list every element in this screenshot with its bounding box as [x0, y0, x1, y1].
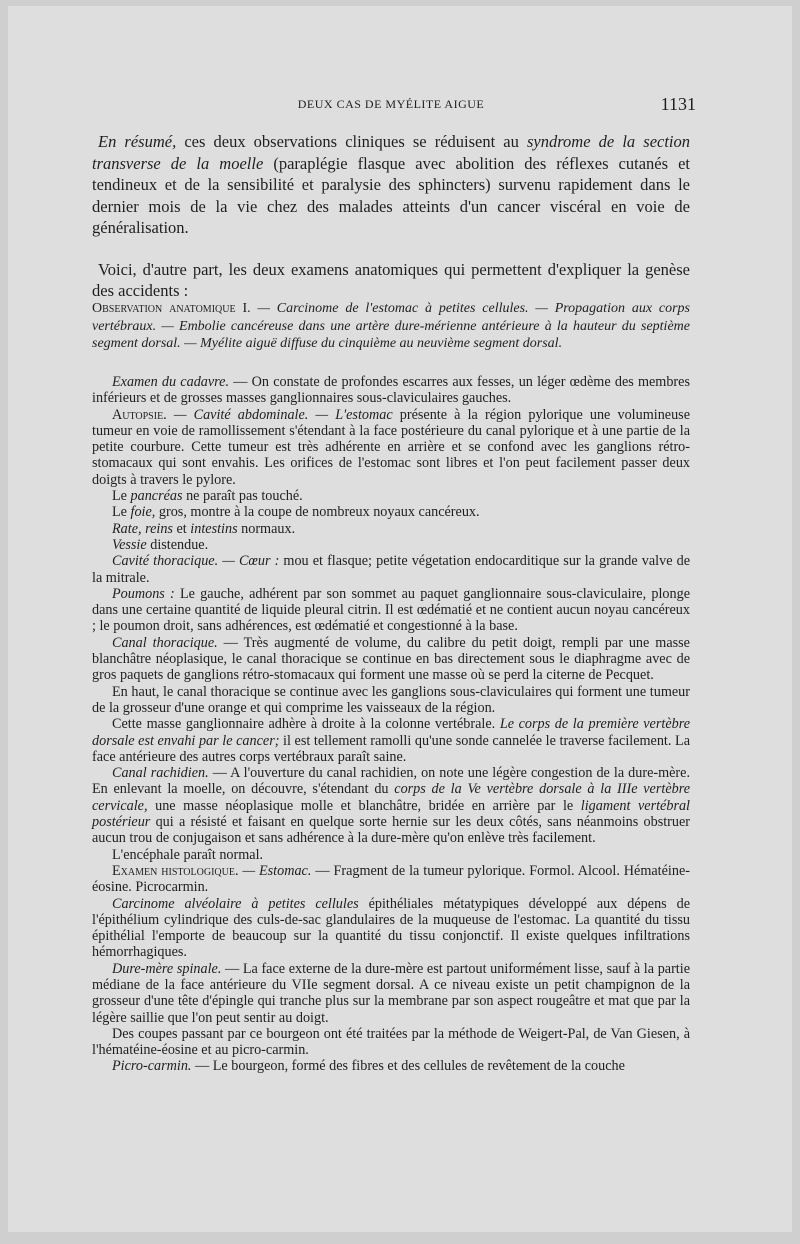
para-text-2: normaux.: [237, 520, 296, 537]
para-lead: Canal rachidien.: [112, 765, 209, 782]
para-text: — Le bourgeon, formé des fibres et des cellules de revêtement de la couche: [191, 1058, 625, 1075]
para-lead: — Cavité abdominale. — L'estomac: [166, 406, 393, 423]
para-lead: foie,: [130, 504, 156, 521]
para-lead: Carcinome alvéolaire à petites cellules: [112, 895, 359, 912]
paragraph-thorax: [92, 553, 690, 586]
para-lead: Canal thoracique.: [112, 634, 218, 651]
paragraph-picro-carmin: [92, 1058, 690, 1074]
paragraph-dure-mere: [92, 961, 690, 1026]
para-text: et: [172, 520, 191, 537]
para-lead: Vessie: [112, 536, 147, 553]
para-text-2: une masse néoplasique molle et blanchâtre, bridée en arrière par le: [147, 797, 581, 814]
para-pre: Le: [112, 504, 131, 521]
para-lead-sc: Autopsie.: [112, 406, 167, 423]
observation-body: [92, 374, 690, 1075]
intro-paragraph: Voici, d'autre part, les deux examens anatomiques qui permettent d'expliquer la genèse des accidents :: [92, 259, 690, 300]
para-lead-sc: Examen histologique.: [112, 862, 239, 879]
para-lead: Picro-carmin.: [112, 1058, 192, 1075]
paragraph-masse: [92, 716, 690, 765]
summary-section: [92, 131, 690, 302]
summary-emphasis: syndrome de la section transverse de la moelle: [92, 132, 691, 173]
paragraph-rate: [92, 521, 690, 537]
para-lead: Examen du cadavre.: [112, 374, 230, 390]
para-text: présente à la région pylorique une volumineuse tumeur en voie de ramollissement s'étendant à la face postérieure du canal pylorique et à une partie de la petite courbure. Cette tumeur est très adhérente en arrière et se confond avec les ganglions rétro-stomacaux qui sont envahis. Les orifices de l'estomac sont libres et l'on peut facilement passer deux doigts à travers le pylore.: [92, 406, 690, 488]
paragraph-autopsie: [92, 407, 690, 488]
observation-label: Observation anatomique I.: [92, 301, 251, 316]
para-pre: Le: [112, 488, 131, 505]
para-lead: Rate, reins: [112, 520, 173, 537]
para-lead: Dure-mère spinale.: [112, 960, 222, 977]
para-text-3: qui a résisté et faisant en quelque sorte hernie sur les deux côtés, sans néanmoins obstruer aucun trou de conjugaison et sans adhérence à la dure-mère qu'on enlève très facilement.: [92, 814, 690, 847]
summary-text-a: ces deux observations cliniques se réduisent au: [176, 132, 527, 151]
para-lead-3: ligament vertébral postérieur: [92, 797, 690, 831]
para-text: épithéliales métatypiques développé aux dépens de l'épithélium cylindrique des culs-de-sac glandulaires de la muqueuse de l'estomac. La quantité du tissu épithélial l'emporte de beaucoup sur la quantité du tissu conjonctif. Il existe quelques infiltrations hémorrhagiques.: [92, 895, 690, 961]
para-lead: Le corps de la première vertèbre dorsale est envahi par le cancer;: [92, 716, 690, 749]
summary-paragraph: [92, 131, 690, 239]
para-lead-2: intestins: [190, 520, 238, 537]
paragraph-carcinome: [92, 896, 690, 961]
para-text: — A l'ouverture du canal rachidien, on note une légère congestion de la dure-mère. En enlevant la moelle, on découvre, s'étendant du: [92, 765, 690, 798]
paragraph-examen-histologique: [92, 863, 690, 896]
summary-text-b: (paraplégie flasque avec abolition des réflexes cutanés et tendineux et de la sensibilité et paralysie des sphincters) survenu rapidement dans le dernier mois de la vie chez des malades atteints d'un cancer viscéral en voie de généralisation.: [92, 153, 690, 237]
observation-title: [92, 300, 690, 353]
para-lead-2: corps de la Ve vertèbre dorsale à la IIIe vertèbre cervicale,: [92, 781, 690, 814]
para-lead: Cavité thoracique. — Cœur :: [112, 553, 280, 570]
paragraph-vessie: [92, 537, 690, 553]
para-text: — Fragment de la tumeur pylorique. Formol. Alcool. Hématéine-éosine. Picrocarmin.: [92, 862, 690, 896]
para-text: distendue.: [146, 536, 209, 553]
para-text: ne paraît pas touché.: [182, 488, 303, 505]
paragraph-canal-rachidien: [92, 765, 690, 846]
para-lead: — Estomac.: [238, 862, 312, 879]
para-text: gros, montre à la coupe de nombreux noyaux cancéreux.: [155, 504, 480, 521]
paragraph-examen: [92, 374, 690, 407]
running-title: DEUX CAS DE MYÉLITE AIGUE: [297, 97, 485, 111]
para-text-2: il est tellement ramolli qu'une sonde cannelée le traverse facilement. La face antérieure des autres corps vertébraux paraît saine.: [92, 732, 690, 765]
para-text: — La face externe de la dure-mère est partout uniformément lisse, sauf à la partie médiane de la face antérieure du VIIe segment dorsal. A ce niveau existe un petit champignon de la grosseur d'une tête d'épingle qui tranche plus sur la membrane par son aspect rougeâtre et mat que par la légère saillie que l'on peut sentir au doigt.: [92, 960, 690, 1026]
para-text: Le gauche, adhérent par son sommet au paquet ganglionnaire sous-claviculaire, plonge dans une certaine quantité de liquide pleural citrin. Il est œdématié et ne contient aucun noyau cancéreux ; le poumon droit, sans adhérences, est œdématié et congestionné à la base.: [92, 585, 690, 635]
document-page: [8, 6, 792, 1232]
para-lead: Poumons :: [112, 585, 175, 602]
paragraph-poumons: [92, 586, 690, 635]
summary-lead: En résumé,: [98, 132, 177, 151]
para-text: mou et flasque; petite végetation endocarditique sur la grande valve de la mitrale.: [92, 553, 690, 586]
paragraph-foie: [92, 504, 690, 520]
para-text: — Très augmenté de volume, du calibre du petit doigt, rempli par une masse blanchâtre néoplasique, le canal thoracique se continue en bas directement sous le diaphragme avec de gros paquets de ganglions rétro-stomacaux qui forment une masse où se perd la citerne de Pecquet.: [92, 634, 690, 684]
observation-title-text: — Carcinome de l'estomac à petites cellules. — Propagation aux corps vertébraux. — Embolie cancéreuse dans une artère dure-mérienne antérieure à la hauteur du septième segment dorsal. — Myélite aiguë diffuse du cinquième au neuvième segment dorsal.: [92, 301, 691, 351]
running-head: [8, 94, 792, 119]
paragraph-pancreas: [92, 488, 690, 504]
paragraph-en-haut: En haut, le canal thoracique se continue avec les ganglions sous-claviculaires qui forment une tumeur de la grosseur d'une orange et qui comprime les vaisseaux de la région.: [92, 683, 690, 716]
paragraph-canal-thoracique: [92, 635, 690, 684]
page-number: 1131: [660, 94, 696, 114]
para-lead: pancréas: [130, 488, 183, 505]
para-text: Cette masse ganglionnaire adhère à droite à la colonne vertébrale.: [112, 716, 500, 733]
para-text: — On constate de profondes escarres aux fesses, un léger œdème des membres inférieurs et de grosses masses ganglionnaires sous-claviculaires gauches.: [92, 374, 690, 407]
paragraph-coupes: Des coupes passant par ce bourgeon ont été traitées par la méthode de Weigert-Pal, de Van Giesen, à l'hématéine-éosine et au picro-carmin.: [92, 1025, 690, 1059]
paragraph-encephale: L'encéphale paraît normal.: [112, 846, 264, 863]
